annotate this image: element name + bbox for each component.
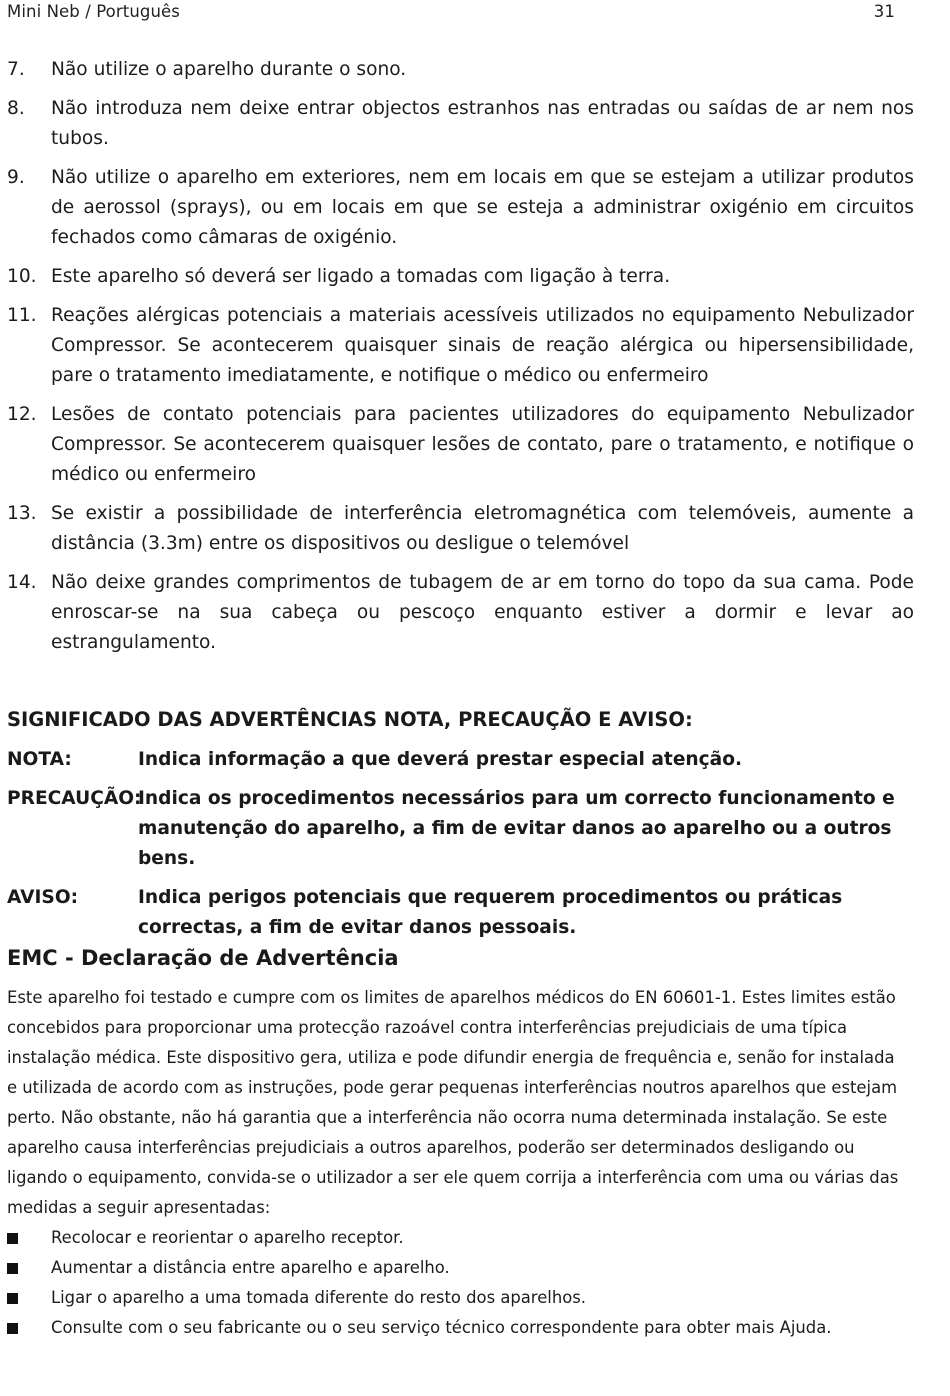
definition-row-aviso (7, 883, 907, 943)
list-item (7, 301, 914, 391)
item-text: Lesões de contato potenciais para pacientes utilizadores do equipamento Nebulizador Compressor. Se acontecerem quaisquer lesões de contato, pare o tratamento, e notifique o médico ou enfermeiro (51, 404, 914, 485)
bullet-item (7, 1223, 907, 1253)
bullet-text: Recolocar e reorientar o aparelho receptor. (51, 1228, 404, 1247)
emc-section-heading: EMC - Declaração de Advertência (7, 946, 399, 970)
page-number: 31 (873, 2, 895, 21)
square-bullet-icon (7, 1263, 51, 1274)
item-number: 7. (7, 59, 25, 80)
warnings-section-heading: SIGNIFICADO DAS ADVERTÊNCIAS NOTA, PRECAUÇÃO E AVISO: (7, 708, 693, 731)
definition-row-nota (7, 745, 907, 775)
item-number: 8. (7, 98, 25, 119)
list-item (7, 262, 914, 292)
item-number: 11. (7, 305, 37, 326)
definition-description: Indica os procedimentos necessários para um correcto funcionamento e manutenção do aparelho, a fim de evitar danos ao aparelho ou a outros bens. (138, 788, 895, 869)
bullet-text: Ligar o aparelho a uma tomada diferente do resto dos aparelhos. (51, 1288, 586, 1307)
list-item (7, 499, 914, 559)
item-number: 14. (7, 572, 37, 593)
square-bullet-icon (7, 1323, 51, 1334)
emc-paragraph: Este aparelho foi testado e cumpre com os limites de aparelhos médicos do EN 60601-1. Estes limites estão concebidos para proporcionar uma protecção razoável contra interferências prejudiciais de uma típica instalação médica. Este dispositivo gera, utiliza e pode difundir energia de frequência e, senão for instalada e utilizada de acordo com as instruções, pode gerar pequenas interferências noutros aparelhos que estejam perto. Não obstante, não há garantia que a interferência não ocorra numa determinada instalação. Se este aparelho causa interferências prejudiciais a outros aparelhos, poderão ser determinados desligando ou ligando o equipamento, convida-se o utilizador a ser ele quem corrija a interferência com uma ou várias das medidas a seguir apresentadas: (7, 988, 899, 1217)
page-header (7, 0, 895, 24)
list-item (7, 400, 914, 490)
definition-row-precaucao (7, 784, 907, 874)
item-number: 13. (7, 503, 37, 524)
bullet-text: Consulte com o seu fabricante ou o seu serviço técnico correspondente para obter mais Ajuda. (51, 1318, 832, 1337)
item-text: Este aparelho só deverá ser ligado a tomadas com ligação à terra. (51, 266, 671, 287)
item-number: 10. (7, 266, 37, 287)
definition-term: AVISO: (7, 887, 79, 908)
definition-description: Indica perigos potenciais que requerem procedimentos ou práticas correctas, a fim de evitar danos pessoais. (138, 887, 843, 938)
item-text: Não deixe grandes comprimentos de tubagem de ar em torno do topo da sua cama. Pode enroscar-se na sua cabeça ou pescoço enquanto estiver a dormir e levar ao estrangulamento. (51, 572, 914, 653)
list-item (7, 163, 914, 253)
item-text: Não introduza nem deixe entrar objectos estranhos nas entradas ou saídas de ar nem nos tubos. (51, 98, 914, 149)
bullet-item (7, 1313, 907, 1343)
definition-term: PRECAUÇÃO: (7, 788, 142, 809)
item-number: 9. (7, 167, 25, 188)
square-bullet-icon (7, 1293, 51, 1304)
list-item (7, 55, 914, 85)
item-text: Reações alérgicas potenciais a materiais acessíveis utilizados no equipamento Nebulizador Compressor. Se acontecerem quaisquer sinais de reação alérgica ou hipersensibilidade, pare o tratamento imediatamente, e notifique o médico ou enfermeiro (51, 305, 914, 386)
item-text: Se existir a possibilidade de interferência eletromagnética com telemóveis, aumente a distância (3.3m) entre os dispositivos ou desligue o telemóvel (51, 503, 914, 554)
item-text: Não utilize o aparelho em exteriores, nem em locais em que se estejam a utilizar produtos de aerossol (sprays), ou em locais em que se esteja a administrar oxigénio em circuitos fechados como câmaras de oxigénio. (51, 167, 914, 248)
definition-term: NOTA: (7, 749, 72, 770)
bullet-item (7, 1253, 907, 1283)
bullet-text: Aumentar a distância entre aparelho e aparelho. (51, 1258, 450, 1277)
bullet-item (7, 1283, 907, 1313)
item-text: Não utilize o aparelho durante o sono. (51, 59, 407, 80)
header-title: Mini Neb / Português (7, 2, 180, 21)
item-number: 12. (7, 404, 37, 425)
warning-definitions (7, 745, 907, 952)
list-item (7, 568, 914, 658)
emc-measures-list (7, 1223, 907, 1343)
definition-description: Indica informação a que deverá prestar especial atenção. (138, 749, 743, 770)
list-item (7, 94, 914, 154)
numbered-instructions-list (7, 55, 914, 667)
square-bullet-icon (7, 1233, 51, 1244)
